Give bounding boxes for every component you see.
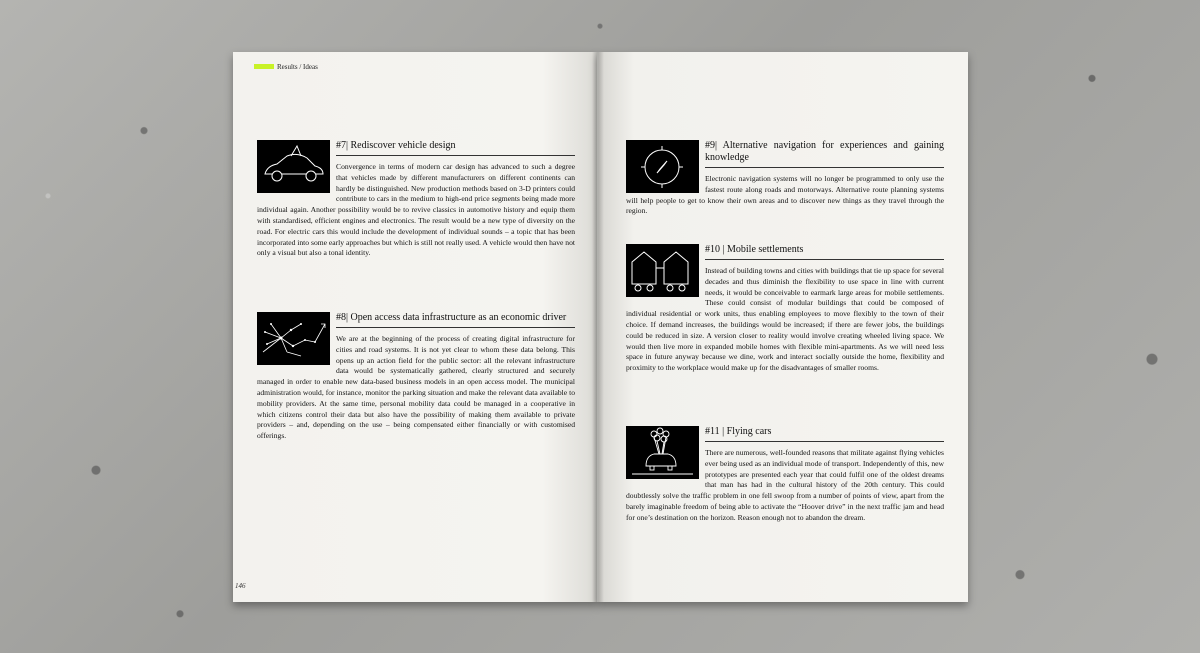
article-body: Instead of building towns and cities with buildings that tie up space for several decades and thus diminish the flexibility to use space in line with current needs, it would be conceivable to earmark large areas for mobile settlements. These could consist of modular buildings that could be composed of individual residential or work units, thus enabling employees to move flexibly to the town of their choice. If demand increases, the buildings would be increased; if there are fewer jobs, the buildings could be reduced in size. A version closer to reality would involve creating wheeled living space. We would then live more in expanded mobile homes with flexible mini-apartments. As we will need less space in future anyway because we dine, work and interact socially outside the home, flexibility and proximity to the workplace would make up for the disadvantages of smaller rooms. bbox=[626, 266, 944, 373]
article-10 bbox=[626, 244, 944, 374]
article-11 bbox=[626, 426, 944, 524]
right-page bbox=[597, 52, 968, 602]
compass-icon bbox=[626, 140, 699, 193]
left-page bbox=[233, 52, 597, 602]
article-8 bbox=[257, 312, 575, 442]
article-title: #8| Open access data infrastructure as an economic driver bbox=[336, 312, 575, 328]
car-icon bbox=[257, 140, 330, 193]
balloon-car-icon bbox=[626, 426, 699, 479]
article-body: Convergence in terms of modern car design has advanced to such a degree that vehicles made by different manufacturers on different continents can hardly be distinguished. New production methods based on 3-D printers could contribute to cars in the medium to high-end price segments being made more individual again. Another possibility would be to revive classics in automotive history and equip them with standardised, efficient engines and electronics. The result would be a new type of diversity on the road. For electric cars this would include the development of individual sounds – a topic that has been incorporated into some early approaches but which is still not really used. A vehicle would then have not only a visual but also a tonal identity. bbox=[257, 162, 576, 258]
book-gutter bbox=[592, 52, 604, 602]
article-title: #7| Rediscover vehicle design bbox=[336, 140, 575, 156]
article-7 bbox=[257, 140, 575, 259]
open-book bbox=[233, 52, 968, 602]
article-body: Electronic navigation systems will no longer be programmed to only use the fastest route along roads and motorways. Alternative route planning systems will help people to get to know their own areas and to discover new things as they travel through the region. bbox=[626, 174, 944, 216]
houses-on-wheels-icon bbox=[626, 244, 699, 297]
article-title: #11 | Flying cars bbox=[705, 426, 944, 442]
article-body: We are at the beginning of the process of creating digital infrastructure for cities and road systems. It is not yet clear to whom these data belong. This opens up an action field for the public sector: all the relevant infrastructure data would be systematically gathered, clearly structured and securely managed in order to enable new data-based business models in an open access model. The municipal administration would, for instance, monitor the parking situation and make the relevant data available to mobility providers. At the same time, personal mobility data could be managed in a cooperative in which citizens control their data but also have the possibility of making them available to private providers – and, depending on the use – being compensated either financially or with customised offerings. bbox=[257, 334, 575, 441]
running-head-text: Results / Ideas bbox=[277, 63, 318, 71]
page-number: 146 bbox=[235, 582, 246, 590]
network-growth-icon bbox=[257, 312, 330, 365]
accent-bar bbox=[254, 64, 274, 69]
article-9 bbox=[626, 140, 944, 217]
article-body: There are numerous, well-founded reasons that militate against flying vehicles ever being used as an individual mode of transport. Independently of this, new prototypes are presented each year that could fulfil one of the oldest dreams that man has had in the cultural history of the 20th century. This could doubtlessly solve the traffic problem in one fell swoop from a number of points of view, apart from the barely imaginable freedom of being able to activate the “Hoover drive” in the next traffic jam and head for one’s destination on the horizon. Reason enough not to abandon the dream. bbox=[626, 448, 944, 522]
running-head bbox=[257, 63, 318, 71]
article-title: #10 | Mobile settlements bbox=[705, 244, 944, 260]
article-title: #9| Alternative navigation for experiences and gaining knowledge bbox=[705, 140, 944, 168]
